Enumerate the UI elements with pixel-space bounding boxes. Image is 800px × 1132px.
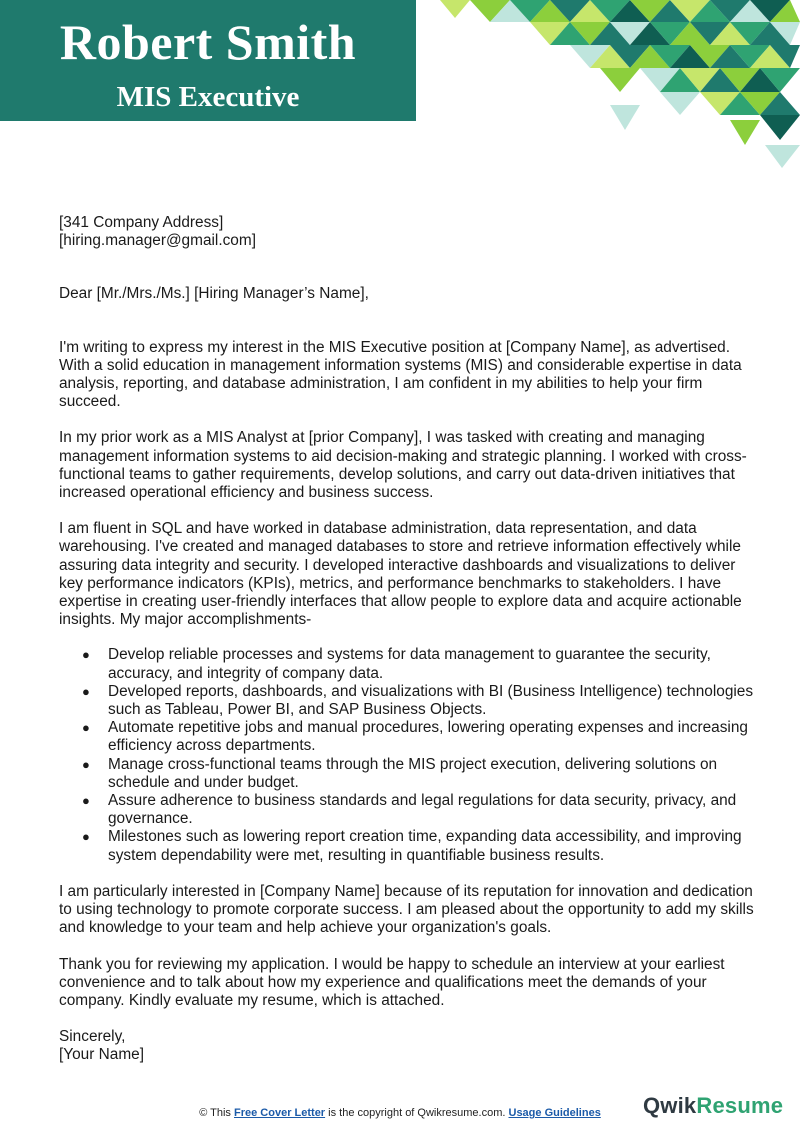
bullet-icon: ● (82, 793, 90, 809)
signature-name: [Your Name] (59, 1046, 144, 1064)
address-line-2: [hiring.manager@gmail.com] (59, 232, 256, 250)
bullet-icon: ● (82, 683, 90, 699)
signoff: Sincerely, (59, 1028, 126, 1046)
list-item: ● Developed reports, dashboards, and visualizations with BI (Business Intelligence) technologies such as Tableau, Power BI, and SAP Business Objects. (82, 682, 754, 719)
job-title: MIS Executive (116, 81, 300, 113)
usage-guidelines-link[interactable]: Usage Guidelines (508, 1107, 601, 1119)
paragraph-thanks: Thank you for reviewing my application. I would be happy to schedule an interview at your earliest convenience and to talk about how my experience and qualifications meet the demands of your company. Kindly evaluate my resume, which is attached. (59, 955, 725, 1009)
address-line-1: [341 Company Address] (59, 214, 224, 231)
bullet-icon: ● (82, 829, 90, 845)
applicant-name: Robert Smith (59, 14, 357, 70)
geometric-triangle-decoration (430, 0, 800, 175)
qwikresume-logo: QwikResume (643, 1093, 784, 1118)
paragraph-interest: I am particularly interested in [Company Name] because of its reputation for innovation and dedication to using technology to promote corporate success. I am pleased about the opportunity to add my skills and knowledge to your team and help achieve your organization's goals. (59, 882, 754, 937)
bullet-icon: ● (82, 647, 90, 663)
accomplishments-list (59, 646, 759, 864)
salutation: Dear [Mr./Mrs./Ms.] [Hiring Manager’s Name], (59, 285, 369, 303)
paragraph-skills: I am fluent in SQL and have worked in database administration, data representation, and data warehousing. I've created and managed databases to store and retrieve information effectively while assuring data integrity and security. I developed interactive dashboards and visualizations to deliver key performance indicators (KPIs), metrics, and performance benchmarks to stakeholders. I have expertise in creating user-friendly interfaces that allow people to explore data and acquire actionable insights. My major accomplishments- (59, 520, 742, 629)
paragraph-experience: In my prior work as a MIS Analyst at [prior Company], I was tasked with creating and managing management information systems to aid decision-making and strategic planning. I worked with cross-functional teams to gather requirements, develop solutions, and carry out data-driven initiatives that increased operational efficiency and business success. (59, 429, 747, 502)
header-banner (0, 0, 416, 121)
list-item: ● Manage cross-functional teams through the MIS project execution, delivering solutions on schedule and under budget. (82, 755, 718, 791)
cover-letter-body (59, 214, 759, 1065)
list-item: ● Automate repetitive jobs and manual procedures, lowering operating expenses and increasing efficiency across departments. (82, 719, 748, 755)
paragraph-intro: I'm writing to express my interest in the MIS Executive position at [Company Name], as advertised. With a solid education in management information systems (MIS) and considerable expertise in data analysis, reporting, and database administration, I am confident in my abilities to help your firm succeed. (59, 338, 742, 411)
list-item: ● Assure adherence to business standards and legal regulations for data security, privacy, and governance. (82, 792, 737, 828)
list-item: ● Develop reliable processes and systems for data management to guarantee the security, accuracy, and integrity of company data. (82, 646, 711, 682)
bullet-icon: ● (82, 720, 90, 736)
free-cover-letter-link[interactable]: Free Cover Letter (234, 1107, 326, 1119)
copyright-footer: © This Free Cover Letter is the copyright of Qwikresume.com. Usage Guidelines (199, 1107, 601, 1119)
list-item: ● Milestones such as lowering report creation time, expanding data accessibility, and improving system dependability were met, resulting in quantifiable business results. (82, 828, 742, 864)
bullet-icon: ● (82, 756, 90, 772)
